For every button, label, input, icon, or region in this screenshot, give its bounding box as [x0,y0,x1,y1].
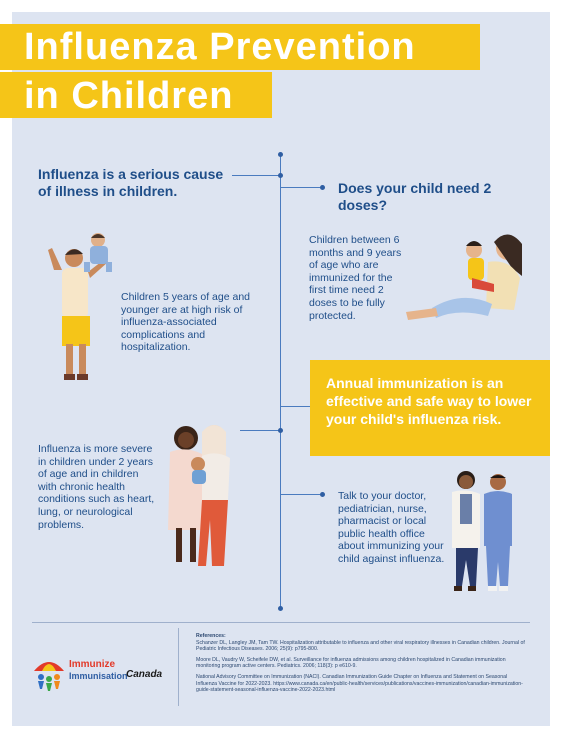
connector-right-bottom [280,494,320,495]
reference-2: Moore DL, Vaudry W, Scheifele DW, et al. Surveillance for influenza admissions among children hospitalized in Canadian immunization monitoring program active centers. Pediatrics. 2006; 118(3): p e610-9. [196,656,506,670]
connector-dot [278,173,283,178]
timeline-dot-bottom [278,606,283,611]
logo-text-canada: Canada [126,669,163,680]
connector-dot [278,428,283,433]
footer-separator [32,622,530,623]
reference-1: Schanzer DL, Langley JM, Tam TW. Hospitalization attributable to influenza and other viral respiratory illnesses in Canadian children. Journal of Pediatric Infectious Diseases. 2006; 25(9): p795-800. [196,639,525,653]
title-line-2: in Children [24,75,234,117]
umbrella-icon [32,655,66,691]
callout-text: Annual immunization is an effective and safe way to lower your child's influenza risk. [326,375,532,427]
connector-callout [280,406,310,407]
father-child-illustration [40,230,130,385]
references-label: References: [196,633,226,639]
doctors-illustration [446,470,522,600]
text-severe: Influenza is more severe in children under 2 years of age and in children with chronic health conditions such as heart, lung, or neurological problems. [38,443,155,531]
text-2-doses: Children between 6 months and 9 years of age who are immunized for the first time need 2 doses to be fully protected. [309,234,402,322]
logo-text-immunize: Immunize [69,659,116,670]
connector-dot [320,492,325,497]
connector-right-heading [280,187,320,188]
connector-dot [320,185,325,190]
title-line-1: Influenza Prevention [24,26,416,68]
left-heading: Influenza is a serious cause of illness in children. [38,166,224,199]
timeline-line [280,155,281,610]
logo-text-immunisation: Immunisation [69,671,128,681]
mother-child-illustration [402,228,532,323]
right-heading: Does your child need 2 doses? [338,180,492,213]
connector-left-bottom [240,430,280,431]
connector-left-heading [232,175,280,176]
text-doctor: Talk to your doctor, pediatrician, nurse, pharmacist or local public health office about immunizing your child against influenza. [338,490,445,565]
references [196,633,526,694]
reference-3: National Advisory Committee on Immunization (NACI). Canadian Immunization Guide Chapter on Influenza and Statement on Seasonal Influenza Vaccine for 2022-2023. https://www.canada.ca/en/public-health/services/publications/vaccines-immunization/canadian-immunization-guide-statement-seasonal-influenza-vaccine-2022-2023.html [196,673,523,694]
timeline-dot-top [278,152,283,157]
callout-box [310,360,550,456]
footer-vertical-separator [178,628,179,706]
two-women-baby-illustration [162,420,242,570]
logo [32,655,172,695]
text-5-years: Children 5 years of age and younger are at high risk of influenza-associated complications and hospitalization. [121,291,250,354]
